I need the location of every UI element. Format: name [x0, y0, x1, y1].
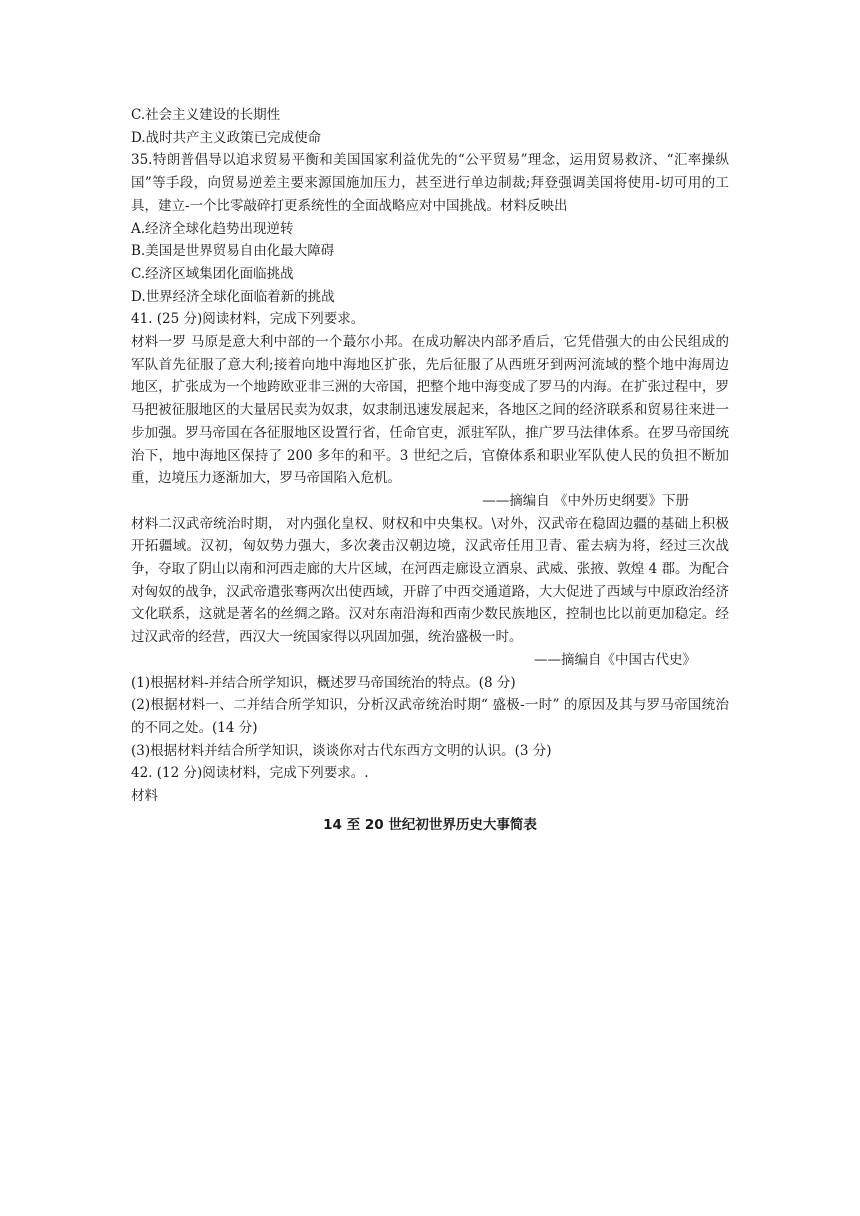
q42-table-title: 14 至 20 世纪初世界历史大事简表 [323, 816, 537, 833]
q34-option-c: C.社会主义建设的长期性 [131, 107, 281, 123]
q35-option-c: C.经济区域集团化面临挑战 [131, 265, 294, 282]
q41-question-3: (3)根据材料并结合所学知识，谈谈你对古代东西方文明的认识。(3 分) [131, 742, 552, 759]
document-body [131, 104, 729, 837]
q35-option-b: B.美国是世界贸易自由化最大障碍 [131, 243, 335, 260]
q41-source-2: ——摘编自《中国古代史》 [534, 651, 696, 668]
q34-option-d: D.战时共产主义政策已完成使命 [131, 129, 322, 146]
q41-question-2: (2)根据材料一、二并结合所学知识，分析汉武帝统治时期“ 盛极-一时” 的原因及其与罗马帝国统治的不同之处。(14 分) [131, 697, 729, 736]
q41-source-1: ——摘编自 《中外历史纲要》下册 [482, 492, 689, 509]
q35-stem: 35.特朗普倡导以追求贸易平衡和美国国家利益优先的“公平贸易”理念，运用贸易救济、“汇率操纵国”等手段，向贸易逆差主要来源国施加压力，甚至进行单边制裁;拜登强调美国将使用-切可用的工具，建立-一个比零敲碎打更系统性的全面战略应对中国挑战。材料反映出 [131, 152, 729, 214]
q42-material-label: 材料 [131, 788, 158, 805]
q41-header: 41. (25 分)阅读材料，完成下列要求。 [131, 311, 365, 328]
q35-option-a: A.经济全球化趋势出现逆转 [131, 220, 294, 237]
q41-material-1: 材料一罗 马原是意大利中部的一个蕞尔小邦。在成功解决内部矛盾后，它凭借强大的由公民组成的军队首先征服了意大利;接着向地中海地区扩张，先后征服了从西班牙到两河流域的整个地中海周边地区，扩张成为一个地跨欧亚非三洲的大帝国，把整个地中海变成了罗马的内海。在扩张过程中，罗马把被征服地区的大量居民卖为奴隶，奴隶制迅速发展起来，各地区之间的经济联系和贸易往来进一步加强。罗马帝国在各征服地区设置行省，任命官吏，派驻军队，推广罗马法律体系。在罗马帝国统治下，地中海地区保持了 200 多年的和平。3 世纪之后，官僚体系和职业军队使人民的负担不断加重，边境压力逐渐加大，罗马帝国陷入危机。 [131, 334, 729, 487]
q41-question-1: (1)根据材料-并结合所学知识，概述罗马帝国统治的特点。(8 分) [131, 674, 516, 691]
q42-header: 42. (12 分)阅读材料，完成下列要求。. [131, 765, 369, 782]
q35-option-d: D.世界经济全球化面临着新的挑战 [131, 288, 335, 305]
q41-material-2: 材料二汉武帝统治时期， 对内强化皇权、财权和中央集权。\对外，汉武帝在稳固边疆的基础上积极开拓疆域。汉初，匈奴势力强大，多次袭击汉朝边境，汉武帝任用卫青、霍去病为将，经过三次战争，夺取了阴山以南和河西走廊的大片区域，在河西走廊设立酒泉、武威、张掖、敦煌 4 郡。为配合对匈奴的战争，汉武帝遣张骞两次出使西域，开辟了中西交通道路，大大促进了西域与中原政治经济文化联系，这就是著名的丝绸之路。汉对东南沿海和西南少数民族地区，控制也比以前更加稳定。经过汉武帝的经营，西汉大一统国家得以巩固加强，统治盛极一时。 [131, 515, 729, 646]
